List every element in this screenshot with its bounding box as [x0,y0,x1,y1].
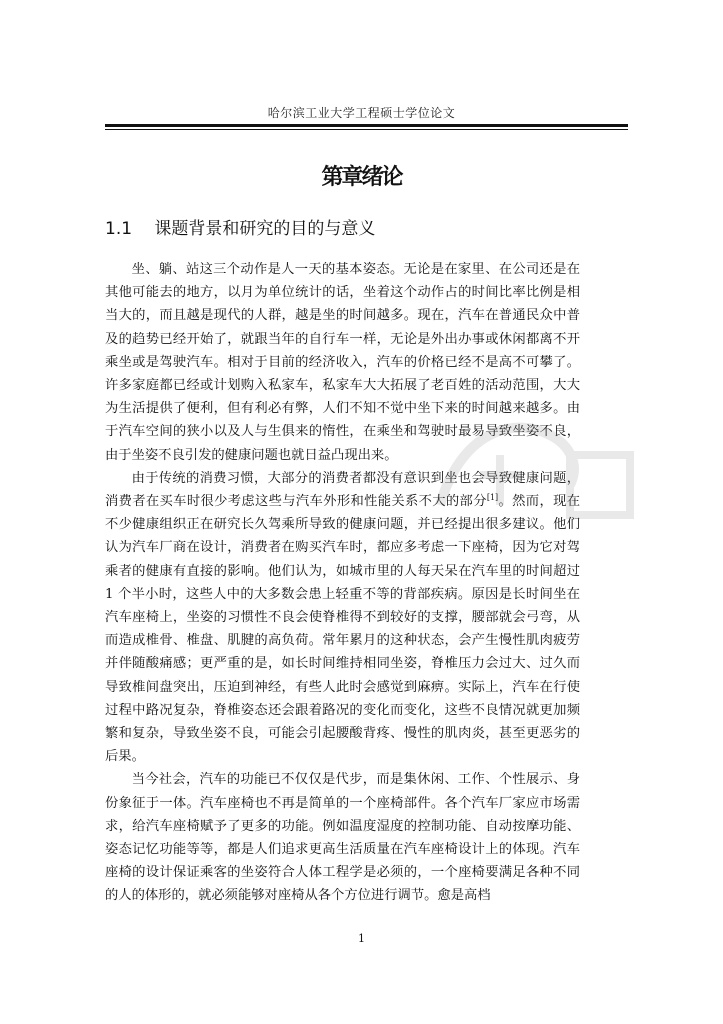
body-text [105,258,580,908]
paragraph-2 [105,467,580,769]
header-rule-thick [105,124,628,127]
paragraph-2-text-a: 由于传统的消费习惯，大部分的消费者都没有意识到坐也会导致健康问题，消费者在买车时很少考虑这些与汽车外形和性能关系不大的部分 [105,470,580,510]
section-number: 1.1 [105,219,133,239]
paragraph-2-text-b: 。然而，现在不少健康组织正在研究长久驾乘所导致的健康问题，并已经提出很多建议。他们认为汽车厂商在设计，消费者在购买汽车时，都应多考虑一下座椅，因为它对驾乘者的健康有直接的影响。他们认为，如城市里的人每天呆在汽车里的时间超过 1 个半小时，这些人中的大多数会患上轻重不等的背部疾病。原因是长时间坐在汽车座椅上，坐姿的习惯性不良会使脊椎得不到较好的支撑，腰部就会弓弯，从而造成椎骨、椎盘、肌腱的高负荷。常年累月的这种状态，会产生慢性肌肉疲劳并伴随酸痛感；更严重的是，如长时间维持相同坐姿，脊椎压力会过大、过久而导致椎间盘突出，压迫到神经，有些人此时会感觉到麻痹。实际上，汽车在行使过程中路况复杂，脊椎姿态还会跟着路况的变化而变化，这些不良情况就更加频繁和复杂，导致坐姿不良，可能会引起腰酸背疼、慢性的肌肉炎，甚至更恶劣的后果。 [105,494,581,765]
chapter-title: 第章绪论 [321,165,402,190]
paragraph-1: 坐、躺、站这三个动作是人一天的基本姿态。无论是在家里、在公司还是在其他可能去的地方，以月为单位统计的话，坐着这个动作占的时间比率比例是相当大的，而且越是现代的人群，越是坐的时间越多。现在，汽车在普通民众中普及的趋势已经开始了，就跟当年的自行车一样，无论是外出办事或休闲都离不开乘坐或是驾驶汽车。相对于目前的经济收入，汽车的价格已经不是高不可攀了。许多家庭都已经或计划购入私家车，私家车大大拓展了老百姓的活动范围，大大为生活提供了便利，但有利必有弊，人们不知不觉中坐下来的时间越来越多。由于汽车空间的狭小以及人与生俱来的惰性，在乘坐和驾驶时最易导致坐姿不良，由于坐姿不良引发的健康问题也就日益凸现出来。 [105,262,580,463]
section-heading [105,214,375,239]
running-header: 哈尔滨工业大学工程硕士学位论文 [267,106,456,120]
page-number: 1 [358,932,365,945]
section-title: 课题背景和研究的目的与意义 [154,219,376,239]
citation-marker: [1] [486,493,499,503]
header-rule-thin [105,129,628,130]
paragraph-3: 当今社会，汽车的功能已不仅仅是代步，而是集休闲、工作、个性展示、身份象征于一体。汽车座椅也不再是简单的一个座椅部件。各个汽车厂家应市场需求，给汽车座椅赋予了更多的功能。例如温度湿度的控制功能、自动按摩功能、姿态记忆功能等等，都是人们追求更高生活质量在汽车座椅设计上的体现。汽车座椅的设计保证乘客的坐姿符合人体工程学是必须的，一个座椅要满足各种不同的人的体形的，就必须能够对座椅从各个方位进行调节。愈是高档 [105,772,580,904]
